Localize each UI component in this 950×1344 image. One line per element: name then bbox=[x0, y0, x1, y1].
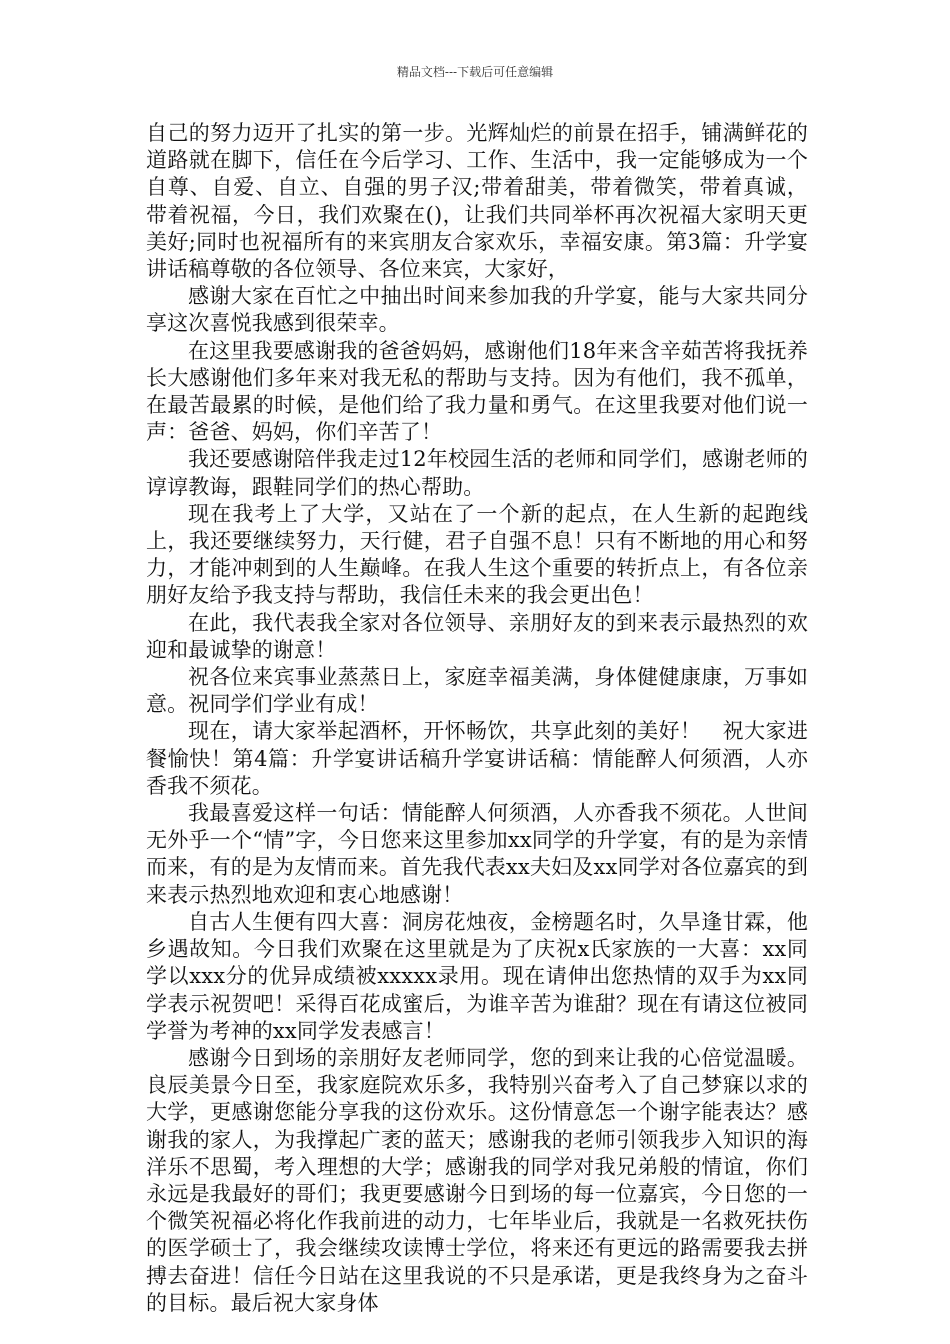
document-body bbox=[146, 120, 808, 1317]
paragraph: 现在我考上了大学，又站在了一个新的起点，在人生新的起跑线上，我还要继续努力，天行健，君子自强不息！只有不断地的用心和努力，才能冲刺到的人生巅峰。在我人生这个重要的转折点上，有各位亲朋好友给予我支持与帮助，我信任未来的我会更出色！ bbox=[146, 501, 808, 608]
paragraph: 感谢大家在百忙之中抽出时间来参加我的升学宴，能与大家共同分享这次喜悦我感到很荣幸。 bbox=[146, 284, 808, 336]
page-header: 精品文档---下载后可任意编辑 bbox=[396, 65, 554, 79]
paragraph: 感谢今日到场的亲朋好友老师同学，您的到来让我的心倍觉温暖。良辰美景今日至，我家庭院欢乐多，我特别兴奋考入了自己梦寐以求的大学，更感谢您能分享我的这份欢乐。这份情意怎一个谢字能表达？感谢我的家人，为我撑起广袤的蓝天；感谢我的老师引领我步入知识的海洋乐不思蜀，考入理想的大学；感谢我的同学对我兄弟般的情谊，你们永远是我最好的哥们；我更要感谢今日到场的每一位嘉宾，今日您的一个微笑祝福必将化作我前进的动力，七年毕业后，我就是一名救死扶伤的医学硕士了，我会继续攻读博士学位，将来还有更远的路需要我去拼搏去奋进！信任今日站在这里我说的不只是承诺，更是我终身为之奋斗的目标。最后祝大家身体 bbox=[146, 1045, 808, 1315]
paragraph: 在这里我要感谢我的爸爸妈妈，感谢他们18年来含辛茹苦将我抚养长大感谢他们多年来对我无私的帮助与支持。因为有他们，我不孤单，在最苦最累的时候，是他们给了我力量和勇气。在这里我要对他们说一声：爸爸、妈妈，你们辛苦了！ bbox=[146, 338, 808, 445]
paragraph: 祝各位来宾事业蒸蒸日上，家庭幸福美满，身体健健康康，万事如意。祝同学们学业有成！ bbox=[146, 665, 808, 717]
paragraph: 我最喜爱这样一句话：情能醉人何须酒，人亦香我不须花。人世间无外乎一个“情”字，今日您来这里参加xx同学的升学宴，有的是为亲情而来，有的是为友情而来。首先我代表xx夫妇及xx同学对各位嘉宾的到来表示热烈地欢迎和衷心地感谢！ bbox=[146, 801, 808, 907]
paragraph: 现在，请大家举起酒杯，开怀畅饮，共享此刻的美好！ 祝大家进餐愉快！第4篇：升学宴讲话稿升学宴讲话稿：情能醉人何须酒，人亦香我不须花。 bbox=[146, 719, 808, 798]
paragraph: 自古人生便有四大喜：洞房花烛夜，金榜题名时，久旱逢甘霖，他乡遇故知。今日我们欢聚在这里就是为了庆祝x氏家族的一大喜：xx同学以xxx分的优异成绩被xxxxx录用。现在请伸出您热情的双手为xx同学表示祝贺吧！采得百花成蜜后，为谁辛苦为谁甜？现在有请这位被同学誉为考神的xx同学发表感言！ bbox=[146, 909, 808, 1043]
paragraph: 在此，我代表我全家对各位领导、亲朋好友的到来表示最热烈的欢迎和最诚挚的谢意！ bbox=[146, 610, 808, 662]
paragraph: 我还要感谢陪伴我走过12年校园生活的老师和同学们，感谢老师的谆谆教诲，跟鞋同学们的热心帮助。 bbox=[146, 447, 808, 499]
paragraph: 自己的努力迈开了扎实的第一步。光辉灿烂的前景在招手，铺满鲜花的道路就在脚下，信任在今后学习、工作、生活中，我一定能够成为一个自尊、自爱、自立、自强的男子汉;带着甜美，带着微笑，带着真诚，带着祝福，今日，我们欢聚在()，让我们共同举杯再次祝福大家明天更美好;同时也祝福所有的来宾朋友合家欢乐，幸福安康。第3篇：升学宴讲话稿尊敬的各位领导、各位来宾，大家好， bbox=[146, 121, 808, 282]
